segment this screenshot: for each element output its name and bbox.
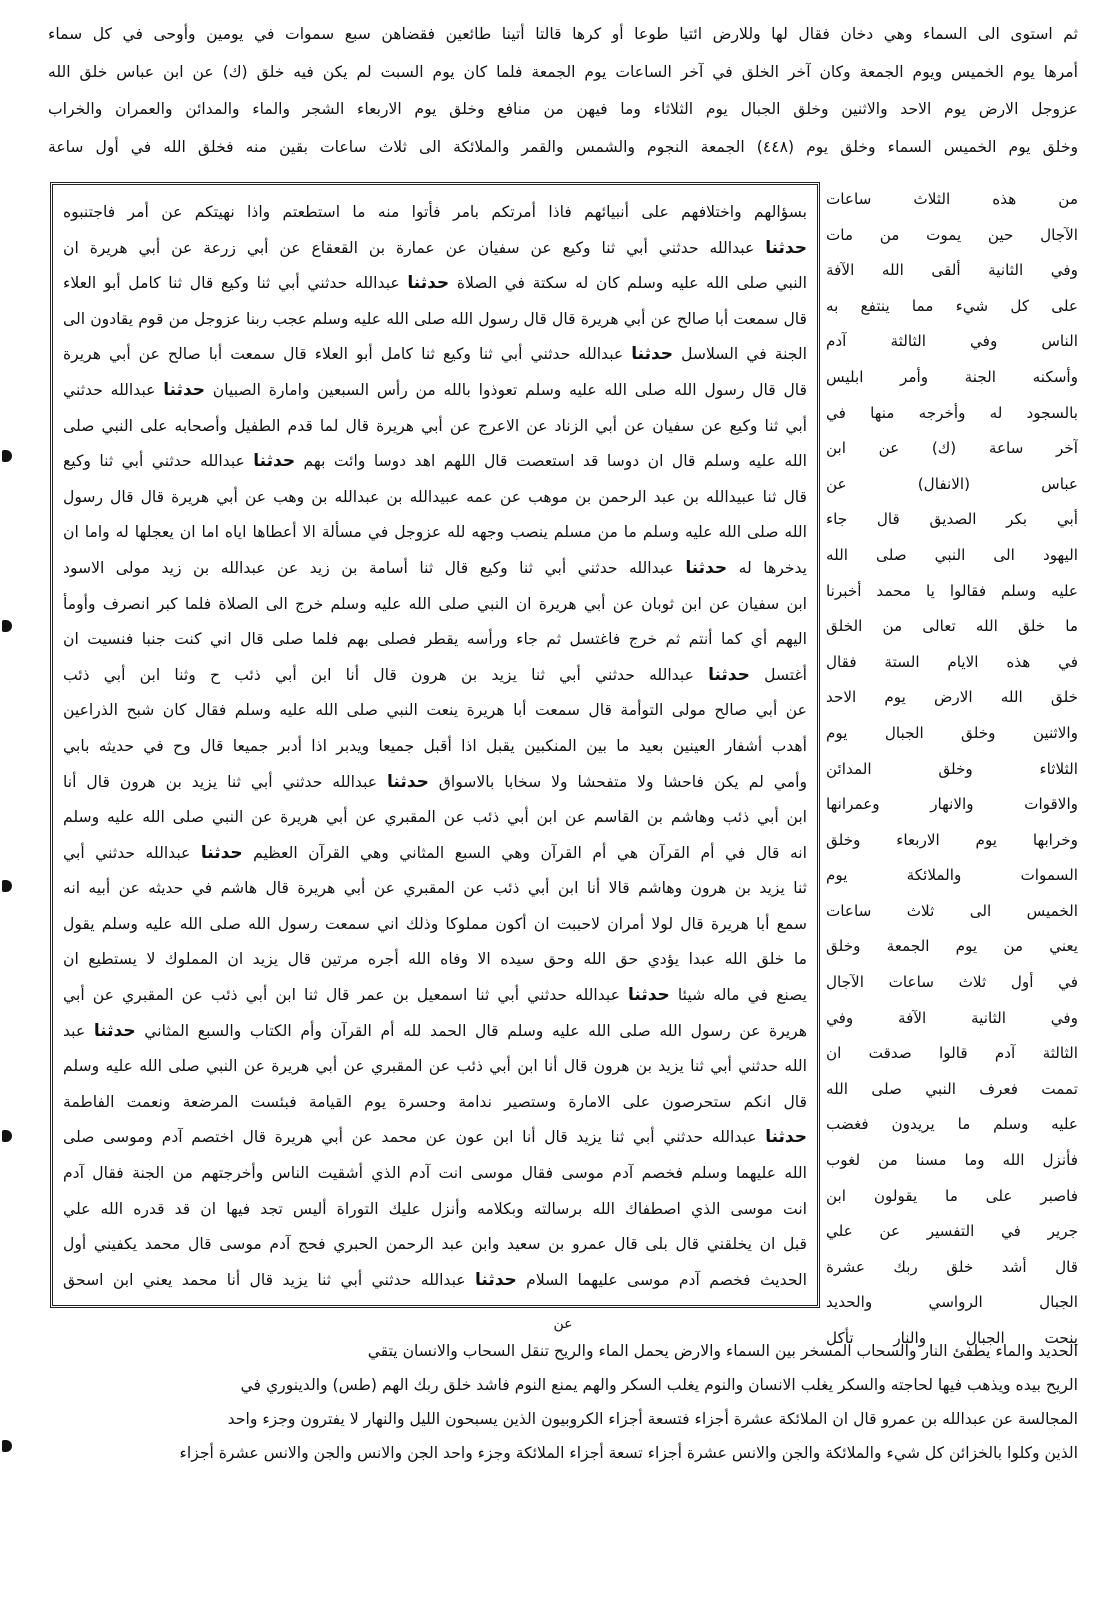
main-line: أبي ثنا وكيع عن سفيان عن أبي الزناد عن الاعرج عن أبي هريرة قال لما قدم الطفيل وأصحابه على النبي صلى xyxy=(63,416,807,435)
side-line: أبي بكر الصديق قال جاء xyxy=(826,510,1078,529)
side-line: الثالثة آدم قالوا صدقت ان xyxy=(826,1044,1078,1063)
isnad-keyword: حدثنا xyxy=(407,273,450,294)
bottom-note: عن xyxy=(553,1316,573,1332)
top-margin-commentary xyxy=(48,16,1078,166)
isnad-keyword: حدثنا xyxy=(475,1269,517,1290)
isnad-keyword: حدثنا xyxy=(163,379,206,400)
side-line: في هذه الايام الستة فقال xyxy=(826,652,1078,671)
main-line: سمع أبا هريرة قال لولا أمران لاحببت ان أكون مملوكا وذلك اني سمعت رسول الله صلى الله عليه وسلم يقول xyxy=(63,914,807,933)
top-line: أمرها يوم الخميس ويوم الجمعة وكان آخر الخلق في آخر الساعات يوم الجمعة فلما كان يوم السبت لم يكن فيه خلق (ك) عن ابن عباس خلق الله xyxy=(48,62,1078,81)
side-line: وأسكنه الجنة وأمر ابليس xyxy=(826,367,1078,386)
bottom-line: الحديد والماء يطفئ النار والسحاب المسخر بين السماء والارض يحمل الماء والريح تنقل السحاب والانسان يتقي xyxy=(367,1342,1078,1360)
isnad-keyword: حدثنا xyxy=(765,237,807,258)
main-line: بسؤالهم واختلافهم على أنبيائهم فاذا أمرتكم بامر فأتوا منه ما استطعتم واذا نهيتكم عن أمر فاجتنبوه xyxy=(63,203,807,221)
side-line: خلق الله الارض يوم الاحد xyxy=(826,688,1078,707)
main-line: الجنة في السلاسل حدثنا عبدالله حدثني أبي ثنا وكيع ثنا كامل أبو العلاء قال سمعت أبا صالح عن أبي هريرة xyxy=(63,344,807,365)
main-line: يدخرها له حدثنا عبدالله حدثني أبي ثنا وكيع قال ثنا أسامة بن زيد عن عبدالله بن زيد مولى الاسود xyxy=(63,557,807,578)
main-line: يصنع في ماله شيئا حدثنا عبدالله حدثني أبي ثنا اسمعيل بن عمر قال ثنا ابن أبي ذئب عن المقبري عن أبي xyxy=(63,985,807,1006)
isnad-keyword: حدثنا xyxy=(387,771,429,792)
side-line: في أول ثلاث ساعات الآجال xyxy=(826,973,1078,992)
top-line: عزوجل الارض يوم الاحد والاثنين وخلق الجبال يوم الثلاثاء وما فيهن من منافع وخلق يوم الاربعاء الشجر والماء والمدائن والعمران والخراب xyxy=(48,100,1078,118)
isnad-keyword: حدثنا xyxy=(685,557,728,578)
side-line: وفي الثانية الآفة وفي xyxy=(826,1008,1078,1027)
main-line: حدثنا عبدالله حدثني أبي ثنا يزيد قال أنا ابن عون عن محمد عن أبي هريرة قال اختصم آدم وموسى صلى xyxy=(63,1127,807,1148)
side-line: آخر ساعة (ك) عن ابن xyxy=(826,439,1078,458)
binding-mark xyxy=(2,450,12,462)
bottom-margin-commentary xyxy=(48,1314,1078,1470)
isnad-keyword: حدثنا xyxy=(93,1020,136,1041)
main-line: أغتسل حدثنا عبدالله حدثني أبي ثنا يزيد بن هرون قال أنا ابن أبي ذئب ح وثنا ابن أبي ذئب xyxy=(63,664,807,685)
side-line: عليه وسلم ما يريدون فغضب xyxy=(826,1115,1078,1134)
side-line: اليهود الى النبي صلى الله xyxy=(826,545,1078,564)
isnad-keyword: حدثنا xyxy=(253,451,296,472)
main-line: وأمي لم يكن فاحشا ولا متفحشا ولا سخابا بالاسواق حدثنا عبدالله حدثني أبي ثنا يزيد بن هرون قال أنا xyxy=(63,771,807,792)
isnad-keyword: حدثنا xyxy=(628,985,670,1006)
isnad-keyword: حدثنا xyxy=(631,344,674,365)
top-line: ثم استوى الى السماء وهي دخان فقال لها وللارض ائتيا طوعا أو كرها قالتا أتينا طائعين فقضاهن سبع سموات في يومين وأوحى في كل سماء xyxy=(48,25,1078,43)
main-line: ثنا يزيد بن هرون وهاشم قالا أنا ابن أبي ذئب عن المقبري عن أبي هريرة قال هاشم في حديثه عن أبيه انه xyxy=(63,879,807,898)
main-line: ابن أبي ذئب وهاشم بن القاسم عن ابن أبي ذئب عن المقبري عن أبي هريرة عن النبي صلى الله عليه وسلم xyxy=(63,808,807,827)
main-line: أهدب أشفار العينين بعيد ما بين المنكبين يقبل اذا أقبل جميعا ويدبر اذا أدبر جميعا قال وح في حديثه بابي xyxy=(63,736,807,755)
side-line: ما خلق الله تعالى من الخلق xyxy=(826,617,1078,636)
main-line: اليهم أي كما أنتم ثم خرج فاغتسل ثم جاء ورأسه يقطر فصلى بهم فلما صلى قال اني كنت جنبا فنسيت ان xyxy=(63,630,807,649)
side-line: الثلاثاء وخلق المدائن xyxy=(826,759,1078,778)
bottom-line: المجالسة عن عبدالله بن عمرو قال ان الملائكة عشرة أجزاء فتسعة أجزاء الكروبيون الذين يسبحون الليل والنهار لا يفترون وجزء واحد xyxy=(227,1410,1078,1428)
main-text-frame xyxy=(50,182,820,1308)
binding-mark xyxy=(2,880,12,892)
main-line: الحديث فخصم آدم موسى عليهما السلام حدثنا عبدالله حدثني أبي ثنا يزيد قال أنا محمد يعني ابن اسحق xyxy=(63,1269,807,1290)
side-line: جرير في التفسير عن علي xyxy=(826,1222,1078,1241)
binding-mark xyxy=(2,1440,12,1452)
side-line: فاصبر على ما يقولون ابن xyxy=(826,1186,1078,1205)
main-line: الله حدثني أبي ثنا يزيد بن هرون قال أنا ابن أبي ذئب عن المقبري عن أبي هريرة عن النبي صلى الله عليه وسلم xyxy=(63,1057,807,1076)
isnad-keyword: حدثنا xyxy=(200,842,243,863)
main-line: ابن سفيان عن ابن ثوبان عن أبي هريرة ان النبي صلى الله عليه وسلم خرج الى الصلاة فلما كبر انصرف وأومأ xyxy=(63,594,807,613)
main-line: ما خلق الله عبدا يؤدي حق الله وحق سيده الا وفاه الله أجره مرتين قال يزيد ان المملوك لا يستطيع ان xyxy=(63,950,807,969)
side-line: بالسجود له وأخرجه منها في xyxy=(826,403,1078,422)
isnad-keyword: حدثنا xyxy=(708,664,750,685)
bottom-line: الريح بيده ويذهب فيها لحاجته والسكر يغلب الانسان والنوم يغلب السكر والهم يمنع النوم فاشد خلق ربك الهم (طس) والدينوري في xyxy=(240,1376,1078,1394)
side-line: يعني من يوم الجمعة وخلق xyxy=(826,937,1078,956)
main-line: انت موسى الذي اصطفاك الله برسالته وبكلامه وأنزل عليك التوراة أليس تجد فيها ان قد قدره الله علي xyxy=(63,1199,807,1218)
side-line: على كل شيء مما ينتفع به xyxy=(826,296,1078,315)
main-line: قال قال رسول الله صلى الله عليه وسلم تعوذوا بالله من رأس السبعين وامارة الصبيان حدثنا عبدالله حدثني xyxy=(63,379,807,400)
main-line: قبل ان يخلقني قال بلى قال عمرو بن سعيد وابن عبد الرحمن الحبري فحج آدم موسى قال محمد يكفيني أول xyxy=(63,1235,807,1254)
side-line: والاقوات والانهار وعمرانها xyxy=(826,795,1078,814)
main-line: حدثنا عبدالله حدثني أبي ثنا وكيع عن سفيان عن عمارة بن القعقاع عن أبي زرعة عن أبي هريرة ان xyxy=(63,237,807,258)
side-line: الناس وفي الثالثة آدم xyxy=(826,332,1078,351)
binding-mark xyxy=(2,1130,12,1142)
main-line: الله عليهما وسلم فخصم آدم موسى فقال موسى انت آدم الذي أشقيت الناس وأخرجتهم من الجنة فقال آدم xyxy=(63,1164,807,1183)
binding-mark xyxy=(2,620,12,632)
top-line: وخلق يوم الخميس السماء وخلق يوم (٤٤٨) الجمعة النجوم والشمس والقمر والملائكة الى ثلاث ساعات بقين منه فخلق الله في أول ساعة xyxy=(48,137,1078,156)
main-line: قال سمعت أبا صالح عن أبي هريرة قال قال رسول الله صلى الله عليه وسلم عجب ربنا عزوجل من قوم يقادون الى xyxy=(63,309,807,328)
main-line: قال ثنا عبيدالله بن عبد الرحمن بن موهب عن عمه عبيدالله بن عبدالله بن وهب عن أبي هريرة قال قال رسول xyxy=(63,487,807,506)
main-line: هريرة عن رسول الله صلى الله عليه وسلم قال الحمد لله أم القرآن وأم الكتاب والسبع المثاني حدثنا عبد xyxy=(63,1020,807,1041)
main-line: عن أبي صالح مولى التوأمة قال سمعت أبا هريرة ينعت النبي صلى الله عليه وسلم فقال كان شبح الذراعين xyxy=(63,701,807,720)
side-margin-commentary xyxy=(826,182,1078,1357)
side-line: الآجال حين يموت من مات xyxy=(826,225,1078,244)
main-line: انه قال في أم القرآن هي أم القرآن وهي السبع المثاني وهي القرآن العظيم حدثنا عبدالله حدثني أبي xyxy=(63,842,807,863)
side-line: تممت فعرف النبي صلى الله xyxy=(826,1079,1078,1098)
bottom-line: الذين وكلوا بالخزائن كل شيء والملائكة والجن والانس عشرة أجزاء تسعة أجزاء الملائكة وجزء واحد الجن والانس والجن والانس عشرة أجزاء xyxy=(179,1444,1078,1462)
main-line: الله عليه وسلم قال ان دوسا قد استعصت قال اللهم اهد دوسا وائت بهم حدثنا عبدالله حدثني أبي ثنا وكيع xyxy=(63,451,807,472)
side-line: السموات والملائكة يوم xyxy=(826,866,1078,885)
isnad-keyword: حدثنا xyxy=(765,1127,807,1148)
side-line: عباس (الانفال) عن xyxy=(826,474,1078,493)
side-line: فأنزل الله وما مسنا من لغوب xyxy=(826,1151,1078,1170)
side-line: ينحت الجبال والنار تأكل xyxy=(826,1329,1078,1347)
side-line: الجبال الرواسي والحديد xyxy=(826,1293,1078,1312)
side-line: عليه وسلم فقالوا يا محمد أخبرنا xyxy=(826,581,1078,600)
main-line: النبي صلى الله عليه وسلم كان له سكتة في الصلاة حدثنا عبدالله حدثني أبي ثنا وكيع قال ثنا كامل أبو العلاء xyxy=(63,273,807,294)
side-line: وفي الثانية ألقى الله الآفة xyxy=(826,261,1078,280)
side-line: والاثنين وخلق الجبال يوم xyxy=(826,723,1078,742)
side-line: من هذه الثلاث ساعات xyxy=(826,190,1078,208)
main-text-body xyxy=(63,195,807,1298)
side-line: وخرابها يوم الاربعاء وخلق xyxy=(826,830,1078,849)
side-line: الخميس الى ثلاث ساعات xyxy=(826,901,1078,920)
side-line: قال أشد خلق ربك عشرة xyxy=(826,1257,1078,1276)
main-line: الله صلى الله عليه وسلم ما من مسلم ينصب وجهه لله عزوجل في مسألة الا أعطاها اياه اما ان يعجلها له واما ان xyxy=(63,523,807,542)
main-line: قال انكم ستحرصون على الامارة وستصير ندامة وحسرة يوم القيامة فبئست المرضعة ونعمت الفاطمة xyxy=(63,1092,807,1111)
